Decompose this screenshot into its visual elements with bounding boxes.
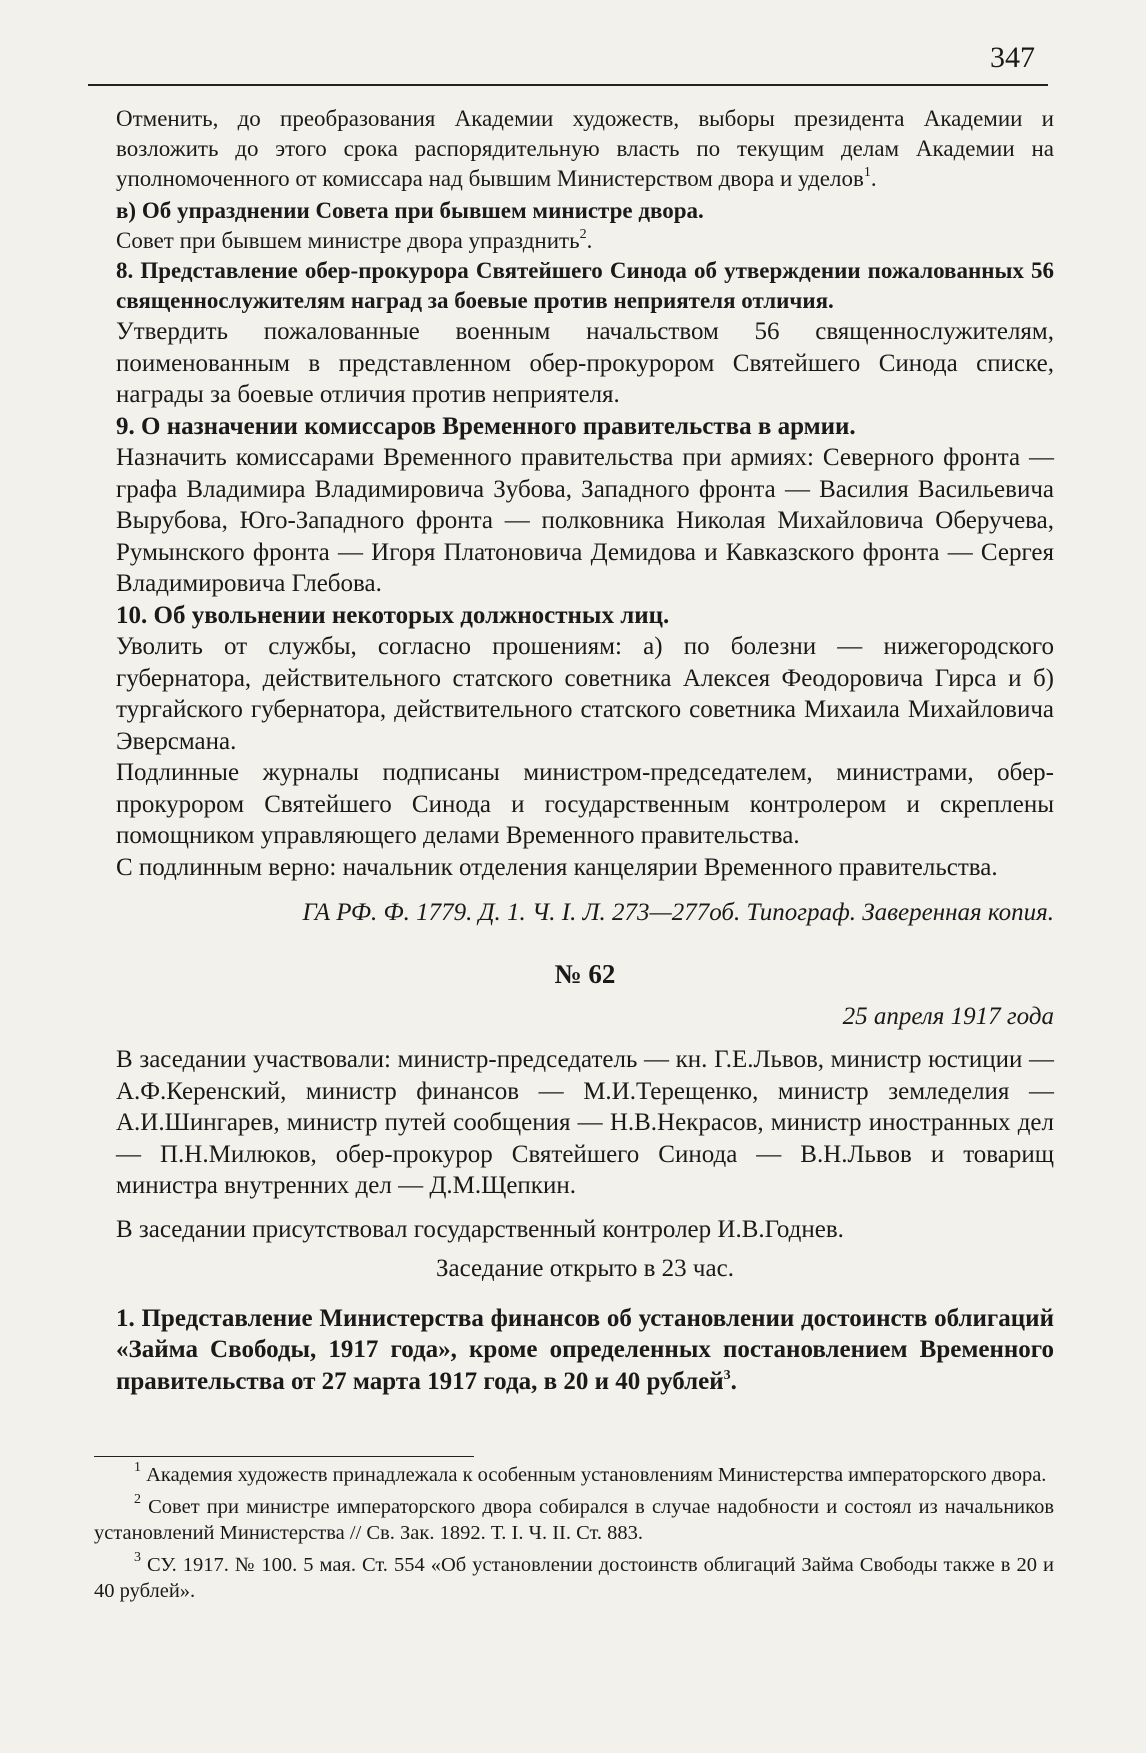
footnote-2-text: Совет при министре императорского двора собирался в случае надобности и состоял из начальников установлений Министерства // Св. Зак. 1892. Т. I. Ч. II. Ст. 883. [94, 1496, 1054, 1544]
heading-v: в) Об упразднении Совета при бывшем министре двора. [116, 198, 704, 223]
main-text [116, 104, 1054, 1397]
paragraph-participants: В заседании участвовали: министр-председатель — кн. Г.Е.Львов, министр юстиции — А.Ф.Керенский, министр финансов — М.И.Терещенко, министр земледелия — А.И.Шингарев, министр путей сообщения — Н.В.Некрасов, министр иностранных дел — П.Н.Милюков, обер-прокурор Святейшего Синода — В.Н.Львов и товарищ министра внутренних дел — Д.М.Щепкин. [116, 1046, 1054, 1199]
heading-8: 8. Представление обер-прокурора Святейшего Синода об утверждении пожалованных 56 священнослужителям наград за боевые против неприятеля отличия. [116, 258, 1054, 313]
footnote-1-number: 1 [134, 1460, 141, 1475]
footnote-3 [94, 1552, 1054, 1604]
footnote-3-text: СУ. 1917. № 100. 5 мая. Ст. 554 «Об установлении достоинств облигаций Займа Свободы также в 20 и 40 рублей». [94, 1554, 1054, 1602]
paragraph-present: В заседании присутствовал государственный контролер И.В.Годнев. [116, 1215, 844, 1243]
paragraph-8: Утвердить пожалованные военным начальством 56 священнослужителям, поименованным в представленном обер-прокурором Святейшего Синода списке, награды за боевые отличия против неприятеля. [116, 318, 1054, 408]
document-number: № 62 [554, 958, 616, 989]
footnote-2-number: 2 [134, 1492, 141, 1507]
heading-9: 9. О назначении комиссаров Временного правительства в армии. [116, 412, 856, 440]
footnote-ref-3: 3 [723, 1367, 731, 1383]
paragraph-opened: Заседание открыто в 23 час. [436, 1255, 734, 1282]
paragraph-10: Уволить от службы, согласно прошениям: а) по болезни — нижегородского губернатора, действительного статского советника Алексея Феодоровича Гирса и б) тургайского губернатора, действительного статского советника Михаила Михайловича Эверсмана. [116, 633, 1054, 755]
footnote-3-number: 3 [134, 1550, 141, 1565]
paragraph-9: Назначить комиссарами Временного правительства при армиях: Северного фронта — графа Владимира Владимировича Зубова, Западного фронта — Василия Васильевича Вырубова, Юго-Западного фронта — полковника Николая Михайловича Оберучева, Румынского фронта — Игоря Платоновича Демидова и Кавказского фронта — Сергея Владимировича Глебова. [116, 444, 1054, 597]
footnote-1-text: Академия художеств принадлежала к особенным установлениям Министерства императорского двора. [146, 1464, 1047, 1486]
page-number: 347 [990, 41, 1035, 74]
source-reference: ГА РФ. Ф. 1779. Д. 1. Ч. I. Л. 273—277об. Типограф. Заверенная копия. [302, 899, 1054, 926]
footnotes [94, 1462, 1054, 1604]
paragraph-true-copy: С подлинным верно: начальник отделения канцелярии Временного правительства. [116, 853, 998, 881]
footnote-1 [94, 1462, 1054, 1488]
paragraph-council-text: Совет при бывшем министре двора упразднить [116, 228, 580, 253]
heading-1: 1. Представление Министерства финансов об установлении достоинств облигаций «Займа Свободы, 1917 года», кроме определенных постановлением Временного правительства от 27 марта 1917 года, в 20 и 40 рублей$^3$. [116, 1304, 1054, 1395]
heading-10: 10. Об увольнении некоторых должностных лиц. [116, 601, 670, 629]
footnote-rule [94, 1456, 474, 1457]
paragraph-signed: Подлинные журналы подписаны министром-председателем, министрами, обер-прокурором Святейшего Синода и государственным контролером и скреплены помощником управляющего делами Временного правительства. [116, 759, 1054, 849]
footnote-ref-1: 1 [863, 165, 871, 180]
heading-1-text: 1. Представление Министерства финансов об установлении достоинств облигаций «Займа Свободы, 1917 года», кроме определенных постановлением Временного правительства от 27 марта 1917 года, в 20 и 40 рублей [116, 1304, 1054, 1395]
paragraph-abolish-text: Отменить, до преобразования Академии художеств, выборы президента Академии и возложить до этого срока распорядительную власть по текущим делам Академии на уполномоченного от комиссара над бывшим Министерством двора и уделов [116, 106, 1054, 191]
footnote-2 [94, 1494, 1054, 1546]
header-rule [88, 84, 1048, 86]
document-date: 25 апреля 1917 года [842, 1002, 1054, 1030]
paragraph-abolish-elections: Отменить, до преобразования Академии художеств, выборы президента Академии и возложить до этого срока распорядительную власть по текущим делам Академии на уполномоченного от комиссара над бывшим Министерством двора и уделов$^1$. [116, 106, 1054, 191]
footnote-ref-2: 2 [579, 227, 587, 242]
paragraph-council: Совет при бывшем министре двора упразднить$^2$. [116, 227, 593, 253]
